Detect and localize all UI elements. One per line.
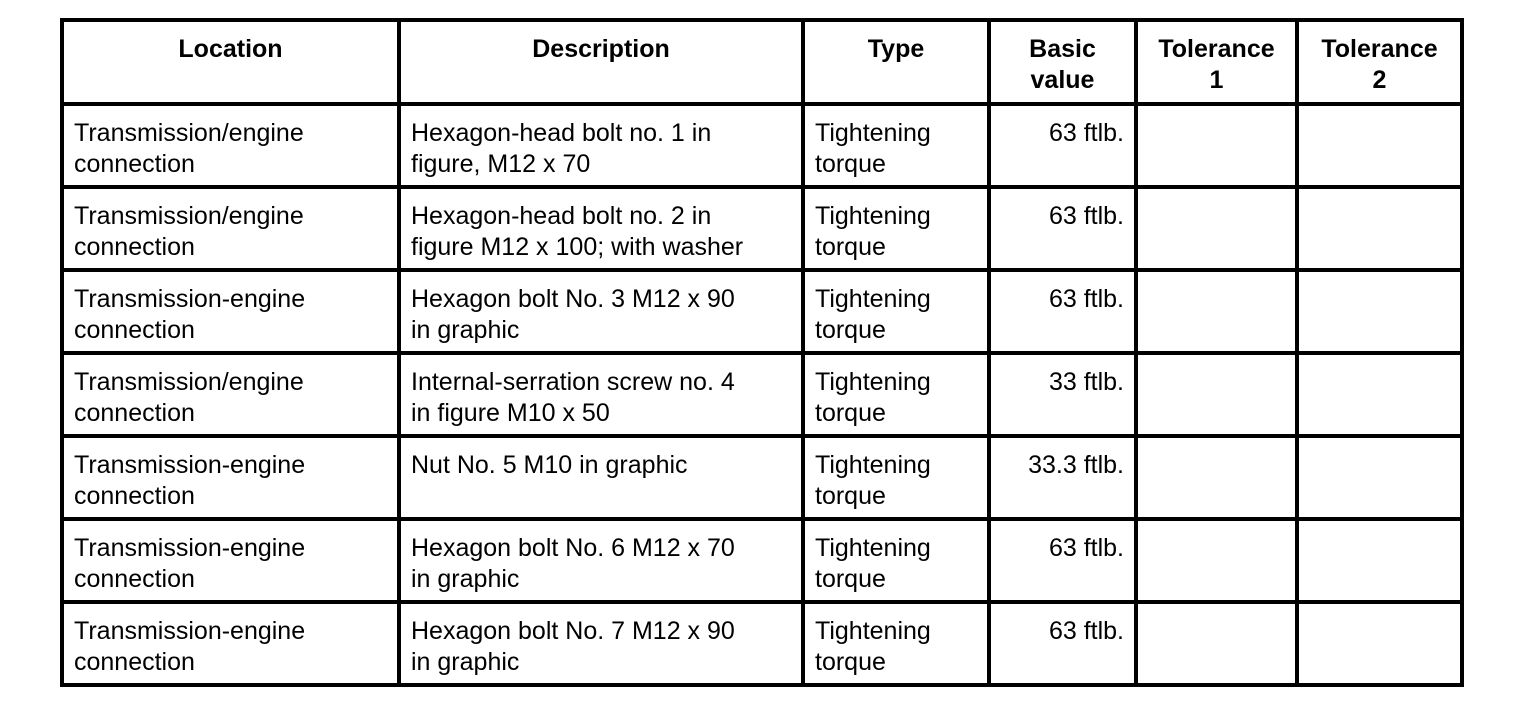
cell-tolerance-2 — [1297, 270, 1462, 353]
cell-basic-value: 63 ftlb. — [989, 104, 1136, 187]
table-row — [62, 436, 1462, 519]
cell-tolerance-1 — [1136, 104, 1297, 187]
header-description: Description — [399, 20, 803, 104]
cell-type — [803, 187, 989, 270]
cell-location-line: connection — [74, 150, 195, 178]
cell-description — [399, 436, 803, 519]
header-tolerance-2: Tolerance 2 — [1297, 20, 1462, 104]
cell-description — [399, 187, 803, 270]
cell-description-line: in figure M10 x 50 — [411, 399, 610, 427]
cell-location — [62, 602, 399, 685]
cell-description-line: in graphic — [411, 316, 520, 344]
cell-location-line: connection — [74, 233, 195, 261]
cell-description — [399, 602, 803, 685]
cell-description-line: figure, M12 x 70 — [411, 150, 591, 178]
table-row — [62, 187, 1462, 270]
table-body — [62, 104, 1462, 685]
cell-tolerance-1 — [1136, 519, 1297, 602]
cell-type-line: torque — [815, 316, 886, 344]
cell-description-line: Internal-serration screw no. 4 — [411, 368, 735, 396]
cell-basic-value: 33 ftlb. — [989, 353, 1136, 436]
cell-type-line: Tightening — [815, 202, 931, 230]
cell-description — [399, 104, 803, 187]
cell-type-line: Tightening — [815, 451, 931, 479]
cell-location-line: connection — [74, 565, 195, 593]
cell-tolerance-2 — [1297, 187, 1462, 270]
cell-tolerance-1 — [1136, 353, 1297, 436]
cell-basic-value: 63 ftlb. — [989, 270, 1136, 353]
cell-location-line: Transmission-engine — [74, 451, 306, 479]
cell-location — [62, 187, 399, 270]
table-row — [62, 104, 1462, 187]
cell-type-line: torque — [815, 399, 886, 427]
table-row — [62, 353, 1462, 436]
cell-description-line: Hexagon-head bolt no. 1 in — [411, 119, 712, 147]
cell-tolerance-1 — [1136, 187, 1297, 270]
cell-type-line: torque — [815, 565, 886, 593]
cell-location-line: Transmission/engine — [74, 202, 304, 230]
cell-description-line: Nut No. 5 M10 in graphic — [411, 451, 688, 479]
cell-tolerance-1 — [1136, 436, 1297, 519]
cell-type-line: Tightening — [815, 119, 931, 147]
cell-type — [803, 270, 989, 353]
cell-type — [803, 519, 989, 602]
cell-tolerance-2 — [1297, 602, 1462, 685]
cell-description-line: in graphic — [411, 565, 520, 593]
cell-basic-value: 63 ftlb. — [989, 187, 1136, 270]
header-tolerance-1: Tolerance 1 — [1136, 20, 1297, 104]
cell-location-line: Transmission/engine — [74, 119, 304, 147]
torque-spec-table — [60, 18, 1464, 687]
cell-tolerance-2 — [1297, 436, 1462, 519]
cell-type-line: Tightening — [815, 285, 931, 313]
cell-tolerance-2 — [1297, 353, 1462, 436]
cell-location-line: Transmission/engine — [74, 368, 304, 396]
cell-basic-value: 63 ftlb. — [989, 519, 1136, 602]
cell-location — [62, 270, 399, 353]
cell-description-line: Hexagon bolt No. 6 M12 x 70 — [411, 534, 735, 562]
header-row — [62, 20, 1462, 104]
table-row — [62, 602, 1462, 685]
cell-location — [62, 353, 399, 436]
cell-type-line: torque — [815, 150, 886, 178]
cell-type — [803, 436, 989, 519]
cell-location-line: connection — [74, 482, 195, 510]
cell-location-line: connection — [74, 316, 195, 344]
cell-type — [803, 602, 989, 685]
cell-description — [399, 353, 803, 436]
cell-location-line: connection — [74, 648, 195, 676]
cell-type — [803, 353, 989, 436]
cell-tolerance-2 — [1297, 104, 1462, 187]
cell-basic-value: 33.3 ftlb. — [989, 436, 1136, 519]
cell-location-line: Transmission-engine — [74, 534, 306, 562]
cell-description-line: Hexagon-head bolt no. 2 in — [411, 202, 712, 230]
cell-location-line: Transmission-engine — [74, 617, 306, 645]
cell-type — [803, 104, 989, 187]
cell-location — [62, 519, 399, 602]
cell-description-line: Hexagon bolt No. 3 M12 x 90 — [411, 285, 735, 313]
table-row — [62, 270, 1462, 353]
cell-tolerance-1 — [1136, 270, 1297, 353]
header-basic-value: Basic value — [989, 20, 1136, 104]
cell-type-line: Tightening — [815, 534, 931, 562]
cell-type-line: Tightening — [815, 368, 931, 396]
cell-tolerance-2 — [1297, 519, 1462, 602]
cell-description — [399, 519, 803, 602]
header-location: Location — [62, 20, 399, 104]
cell-type-line: torque — [815, 648, 886, 676]
table-header — [62, 20, 1462, 104]
cell-basic-value: 63 ftlb. — [989, 602, 1136, 685]
header-type: Type — [803, 20, 989, 104]
table-row — [62, 519, 1462, 602]
cell-description-line: figure M12 x 100; with washer — [411, 233, 744, 261]
cell-location-line: connection — [74, 399, 195, 427]
cell-location — [62, 436, 399, 519]
cell-description-line: in graphic — [411, 648, 520, 676]
cell-tolerance-1 — [1136, 602, 1297, 685]
cell-type-line: torque — [815, 233, 886, 261]
cell-type-line: torque — [815, 482, 886, 510]
cell-description-line: Hexagon bolt No. 7 M12 x 90 — [411, 617, 735, 645]
cell-description — [399, 270, 803, 353]
cell-location — [62, 104, 399, 187]
cell-location-line: Transmission-engine — [74, 285, 306, 313]
cell-type-line: Tightening — [815, 617, 931, 645]
